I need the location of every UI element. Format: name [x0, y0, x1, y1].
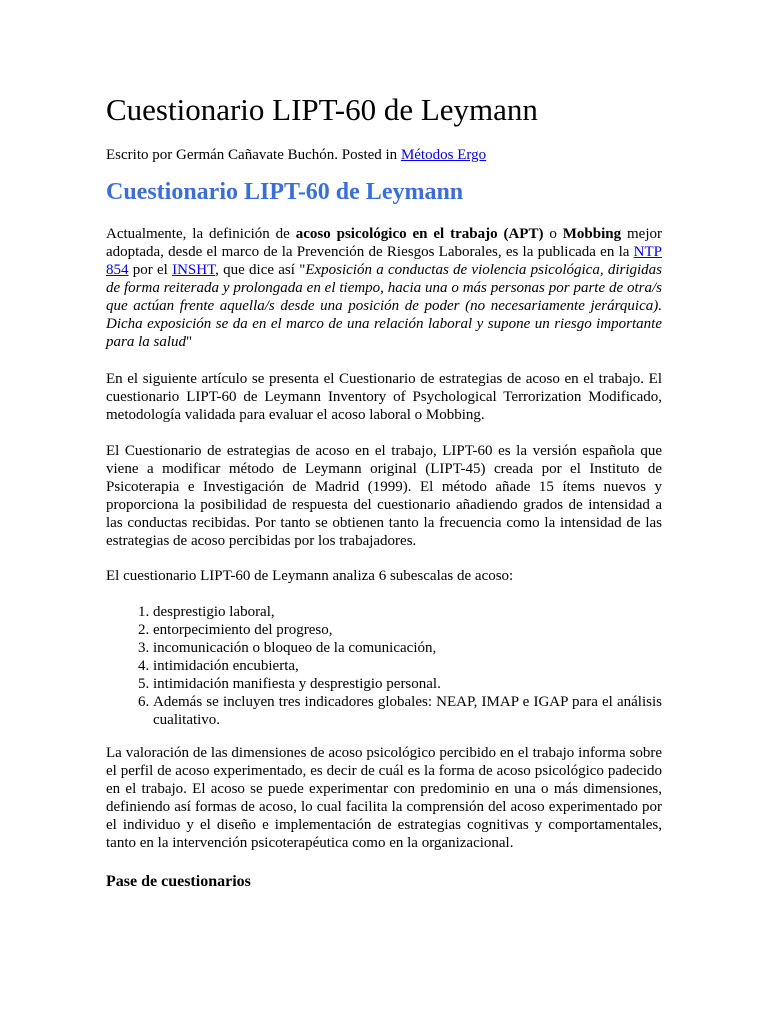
category-link[interactable]: Métodos Ergo [400, 147, 487, 163]
p1-text-2: o [543, 226, 563, 242]
p1-text-5: , que dice así " [215, 262, 306, 278]
list-item: 1. desprestigio laboral, [153, 603, 662, 621]
list-item: 5. intimidación manifiesta y desprestigio personal. [153, 675, 662, 693]
byline [106, 146, 662, 164]
list-item: 4. intimidación encubierta, [153, 657, 662, 675]
list-item: 2. entorpecimiento del progreso, [153, 621, 662, 639]
paragraph-subscales-intro: El cuestionario LIPT-60 de Leymann analiza 6 subescalas de acoso: [106, 568, 514, 584]
p1-text-1: Actualmente, la definición de [106, 226, 296, 242]
p1-text-4: por el [128, 262, 173, 278]
list-item: 3. incomunicación o bloqueo de la comunicación, [153, 639, 662, 657]
p1-text-3: mejor adoptada, desde el marco de la Prevención de Riesgos Laborales, es la publicada en la [106, 226, 662, 260]
paragraph-valoracion: La valoración de las dimensiones de acoso psicológico percibido en el trabajo informa sobre el perfil de acoso experimentado, es decir de cuál es la forma de acoso psicológico padecido en el trabajo. El acoso se puede experimentar con predominio en una o más dimensiones, definiendo así formas de acoso, lo cual facilita la comprensión del acoso experimentado por el individuo y el diseño e implementación de estrategias cognitivas y comportamentales, tanto en la intervención psicoterapéutica como en la organizacional. [106, 745, 662, 851]
page-title: Cuestionario LIPT-60 de Leymann [106, 92, 538, 127]
paragraph-lipt60: El Cuestionario de estrategias de acoso en el trabajo, LIPT-60 es la versión española que viene a modificar método de Leymann original (LIPT-45) creada por el Instituto de Psicoterapia e Investigación de Madrid (1999). El método añade 15 ítems nuevos y proporciona la posibilidad de respuesta del cuestionario añadiendo grados de intensidad a las conductas recibidas. Por tanto se obtienen tanto la frecuencia como la intensidad de las estrategias de acoso percibidas por los trabajadores. [106, 443, 662, 549]
p1-bold-mobbing: Mobbing [562, 226, 622, 242]
paragraph-intro: En el siguiente artículo se presenta el Cuestionario de estrategias de acoso en el trabajo. El cuestionario LIPT-60 de Leymann Inventory of Psychological Terrorization Modificado, metodología validada para evaluar el acoso laboral o Mobbing. [106, 371, 662, 423]
subscales-list [106, 603, 662, 729]
p1-text-6: " [186, 334, 193, 350]
section-heading-pase: Pase de cuestionarios [106, 873, 251, 890]
ntp-854-link[interactable]: NTP 854 [106, 244, 662, 278]
p1-quote: Exposición a conductas de violencia psicológica, dirigidas de forma reiterada y prolongada en el tiempo, hacia una o más personas por parte de otra/s que actúan frente aquella/s desde una posición de poder (no necesariamente jerárquica). Dicha exposición se da en el marco de una relación laboral y supone un riesgo importante para la salud [106, 262, 662, 350]
insht-link[interactable]: INSHT [172, 262, 216, 278]
article-heading: Cuestionario LIPT-60 de Leymann [106, 179, 464, 205]
list-item: 6. Además se incluyen tres indicadores globales: NEAP, IMAP e IGAP para el análisis cualitativo. [153, 693, 662, 729]
paragraph-definition [106, 225, 662, 351]
p1-bold-apt: acoso psicológico en el trabajo (APT) [295, 226, 544, 242]
byline-text: Escrito por Germán Cañavate Buchón. Posted in [106, 147, 401, 163]
